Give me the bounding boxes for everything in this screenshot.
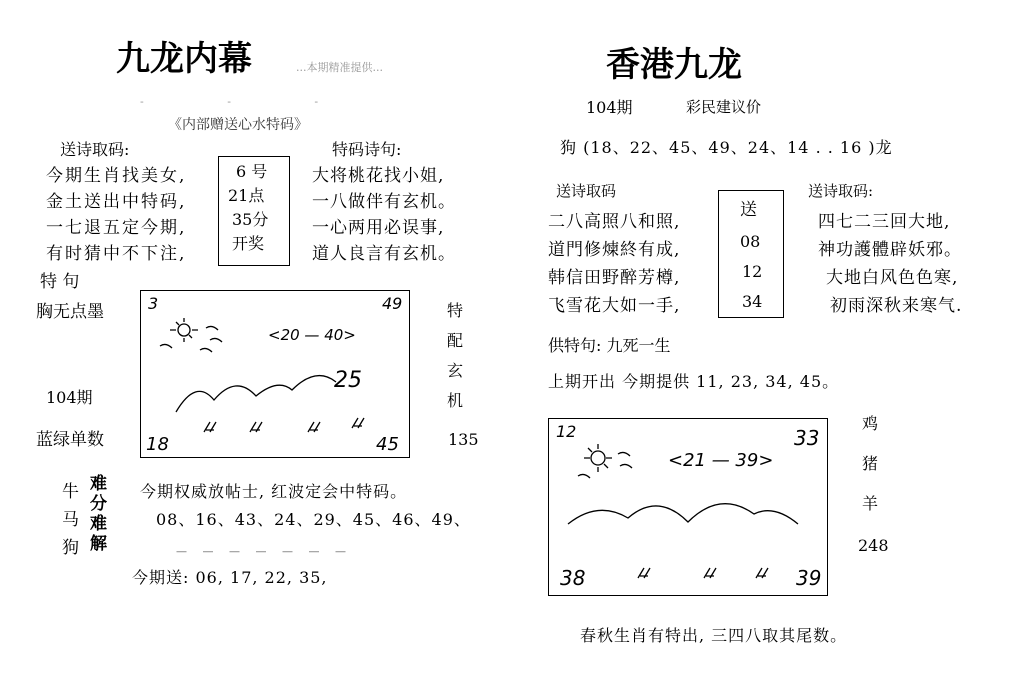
te-ju-label: 特 句 (40, 272, 80, 292)
hidden-line: — — — — — — — (176, 545, 352, 558)
side-animal-sheep: 羊 (862, 494, 879, 513)
right-title: 香港九龙 (606, 45, 742, 85)
right-poem-left-4: 飞雪花大如一手, (548, 296, 681, 316)
right-vertical-column (446, 296, 464, 416)
side-animal-pig: 猪 (862, 454, 879, 473)
right-poem-heading-left: 送诗取码 (556, 182, 617, 200)
animal-ox: 牛 (62, 482, 79, 502)
left-issue: 104期 (46, 388, 93, 407)
left-special-heading: 特码诗句: (332, 140, 402, 159)
left-poem-line-1: 今期生肖找美女, (46, 166, 187, 186)
send-box-num-1: 08 (740, 232, 761, 251)
right-poem-left-1: 二八高照八和照, (548, 212, 681, 232)
send-line: 今期送: 06, 17, 22, 35, (132, 568, 328, 587)
right-drawing-bottom-right: 39 (796, 566, 822, 590)
special-poem-line-2: 一八做伴有玄机。 (312, 192, 456, 212)
left-poem-line-4: 有时猜中不下注, (46, 244, 187, 264)
side-animal-rooster: 鸡 (862, 414, 879, 433)
left-side-number: 135 (448, 430, 479, 449)
special-poem-line-1: 大将桃花找小姐, (312, 166, 445, 186)
hard-word-4: 解 (90, 534, 107, 554)
dog-dragon-line: 狗 (18、22、45、49、24、14 . . 16 )龙 (560, 138, 893, 157)
right-suggest: 彩民建议价 (686, 98, 762, 116)
authority-line: 今期权威放帖士, 红波定会中特码。 (140, 482, 408, 501)
left-drawing-number: 25 (334, 368, 362, 393)
right-poem-heading-right: 送诗取码: (808, 182, 874, 200)
left-drawing-top-left: 3 (148, 294, 159, 313)
right-poem-left-3: 韩信田野醉芳樽, (548, 268, 681, 288)
vertical-char-4: 机 (446, 391, 463, 410)
send-box-num-3: 34 (742, 292, 763, 311)
xiong-label: 胸无点墨 (36, 302, 104, 322)
draw-time-label: 开奖 (232, 234, 265, 253)
vertical-char-3: 玄 (446, 361, 463, 380)
animal-dog: 狗 (62, 538, 79, 558)
send-box-label: 送 (740, 200, 757, 220)
draw-time-day: 6 号 (236, 162, 268, 181)
hard-word-1: 难 (90, 474, 107, 494)
vertical-char-2: 配 (446, 331, 463, 350)
blue-green-label: 蓝绿单数 (36, 430, 104, 450)
left-note: 《内部赠送心水特码》 (168, 117, 308, 133)
right-drawing-bottom-left: 38 (560, 566, 586, 590)
draw-time-hour: 21点 (228, 186, 265, 205)
left-drawing-sketch (140, 290, 410, 458)
right-drawing-range: <21 — 39> (668, 450, 774, 471)
left-subtitle: ...本期精准提供... (296, 61, 383, 74)
left-drawing-top-right: 49 (382, 294, 403, 313)
hard-word-2: 分 (90, 494, 107, 514)
right-poem-right-3: 大地白风色色寒, (826, 268, 959, 288)
right-poem-right-2: 神功護體辟妖邪。 (818, 240, 962, 260)
right-drawing-sketch (548, 418, 828, 596)
right-footer: 春秋生肖有特出, 三四八取其尾数。 (580, 626, 848, 645)
left-drawing-bottom-left: 18 (146, 434, 169, 455)
right-poem-right-1: 四七二三回大地, (818, 212, 951, 232)
left-dots: - - - (140, 95, 359, 108)
right-drawing-top-right: 33 (794, 426, 820, 450)
left-drawing-range: <20 — 40> (268, 326, 356, 344)
right-special-line: 供特句: 九死一生 (548, 336, 671, 355)
right-last-line: 上期开出 今期提供 11, 23, 34, 45。 (548, 372, 840, 391)
left-title: 九龙内幕 (116, 39, 252, 79)
vertical-char-1: 特 (446, 301, 463, 320)
hard-word-3: 难 (90, 514, 107, 534)
left-drawing-bottom-right: 45 (376, 434, 399, 455)
side-number: 248 (858, 536, 889, 555)
animal-horse: 马 (62, 510, 79, 530)
right-drawing-top-left: 12 (556, 422, 577, 441)
left-poem-line-3: 一七退五定今期, (46, 218, 187, 238)
left-poem-line-2: 金土送出中特码, (46, 192, 187, 212)
special-poem-line-3: 一心两用必误事, (312, 218, 445, 238)
special-poem-line-4: 道人良言有玄机。 (312, 244, 456, 264)
right-issue: 104期 (586, 98, 633, 117)
draw-time-minute: 35分 (232, 210, 269, 229)
send-box-num-2: 12 (742, 262, 763, 281)
right-poem-right-4: 初雨深秋来寒气. (830, 296, 963, 316)
right-poem-left-2: 道門修煉終有成, (548, 240, 681, 260)
numbers-line: 08、16、43、24、29、45、46、49、 (156, 510, 471, 529)
left-poem-heading: 送诗取码: (60, 140, 130, 159)
